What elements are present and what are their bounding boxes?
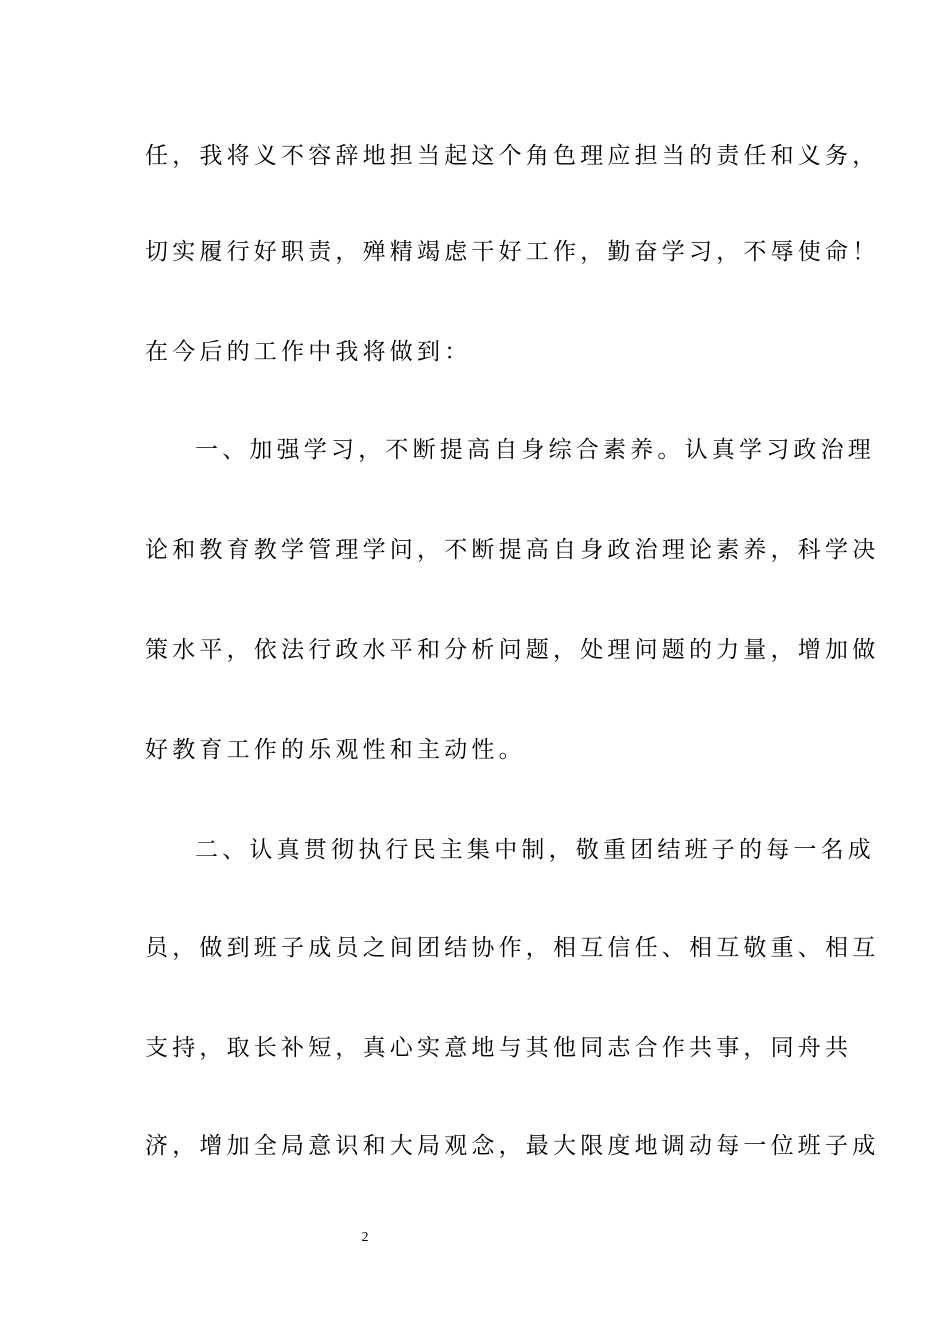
text-line: 好教育工作的乐观性和主动性。 xyxy=(145,737,526,763)
text-line: 支持，取长补短，真心实意地与其他同志合作共事，同舟共 xyxy=(145,1035,853,1061)
text-line: 济，增加全局意识和大局观念，最大限度地调动每一位班子成 xyxy=(145,1133,880,1159)
text-line: 策水平，依法行政水平和分析问题，处理问题的力量，增加做 xyxy=(145,637,880,663)
paragraph-first-line: 二、认真贯彻执行民主集中制，敬重团结班子的每一名成 xyxy=(195,837,875,863)
text-line: 论和教育教学管理学问，不断提高自身政治理论素养，科学决 xyxy=(145,537,880,563)
page-number: 2 xyxy=(361,1230,369,1245)
text-line: 在今后的工作中我将做到： xyxy=(145,339,472,365)
text-line: 任，我将义不容辞地担当起这个角色理应担当的责任和义务， xyxy=(145,143,880,169)
text-line: 切实履行好职责，殚精竭虑干好工作，勤奋学习，不辱使命！ xyxy=(145,239,880,265)
paragraph-first-line: 一、加强学习，不断提高自身综合素养。认真学习政治理 xyxy=(195,437,875,463)
text-line: 员，做到班子成员之间团结协作，相互信任、相互敬重、相互 xyxy=(145,935,880,961)
